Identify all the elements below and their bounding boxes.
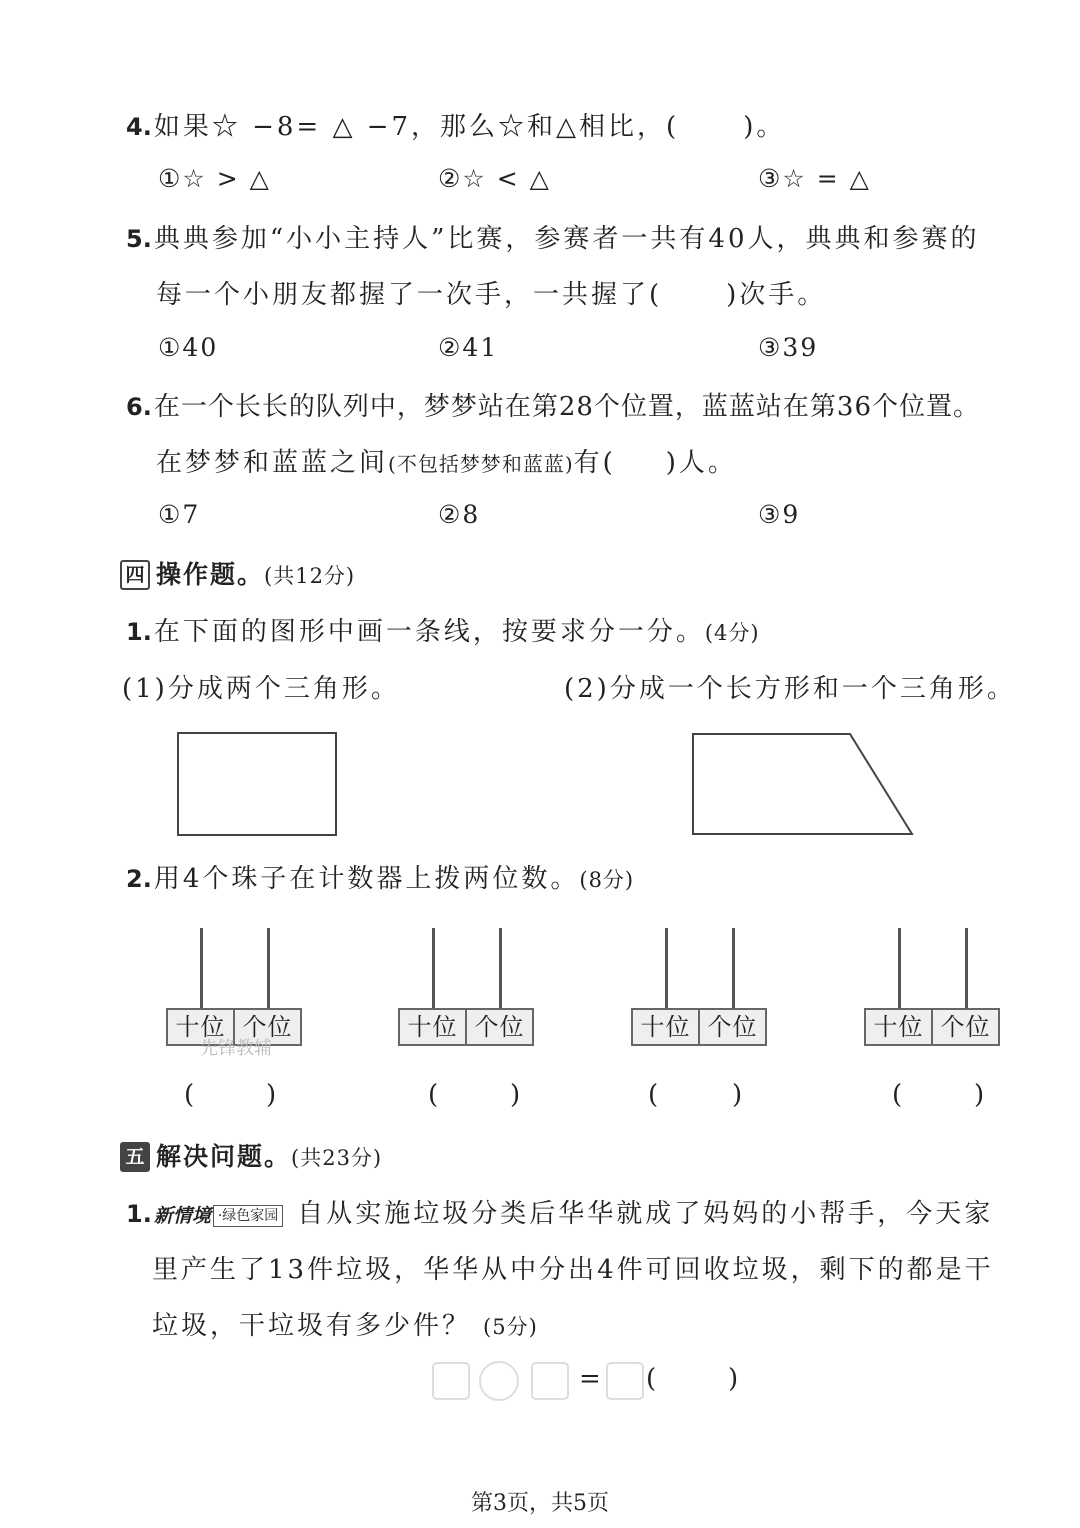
s5-p1-line-3 xyxy=(152,1305,538,1342)
section4-score: (共12分) xyxy=(264,564,356,588)
section4-header xyxy=(120,555,355,591)
s5-p1-number: 1. xyxy=(126,1200,152,1228)
counter-3-tens-rod[interactable] xyxy=(665,928,668,1010)
counter-3-tens-label: 十位 xyxy=(640,1013,691,1041)
counter-3-paren-close: ) xyxy=(732,1080,743,1110)
s4-p2-score: (8分) xyxy=(579,868,635,892)
s4-p1-number: 1. xyxy=(126,618,152,646)
counter-1-answer-blank[interactable] xyxy=(198,1080,264,1112)
q5-text-2a: 每一个小朋友都握了一次手，一共握了( xyxy=(156,280,663,310)
q4-line xyxy=(126,106,785,143)
s5-p1-line-2: 里产生了13件垃圾，华华从中分出4件可回收垃圾，剩下的都是干 xyxy=(152,1255,994,1285)
q4-number: 4. xyxy=(126,113,152,141)
counter-4-answer-blank[interactable] xyxy=(906,1080,972,1112)
s4-p2-line xyxy=(126,858,634,895)
q6-line-2 xyxy=(156,442,737,479)
counter-2-label-box xyxy=(398,1008,534,1046)
counter-2-ones-rod[interactable] xyxy=(499,928,502,1010)
s4-p2-number: 2. xyxy=(126,865,152,893)
counter-3-ones-label: 个位 xyxy=(698,1010,765,1044)
q4-text-end: )。 xyxy=(743,112,786,142)
counter-2-tens-label: 十位 xyxy=(407,1013,458,1041)
q4-option-3[interactable]: ③☆ = △ xyxy=(758,164,871,193)
counter-1-paren-open: ( xyxy=(184,1080,195,1110)
s4-p1-sub1: (1)分成两个三角形。 xyxy=(122,674,400,704)
q6-number: 6. xyxy=(126,393,152,421)
q6-option-2[interactable]: ②8 xyxy=(438,500,481,529)
q6-text-2c: )人。 xyxy=(665,448,737,478)
s4-p1-score: (4分) xyxy=(704,621,760,645)
q6-line-1 xyxy=(126,386,980,423)
q6-text-1: 在一个长长的队列中，梦梦站在第28个位置，蓝蓝站在第36个位置。 xyxy=(153,392,980,422)
counter-3-answer-blank[interactable] xyxy=(662,1080,730,1112)
counter-2[interactable] xyxy=(398,928,538,1058)
counter-2-paren-close: ) xyxy=(510,1080,521,1110)
s4-p1-line xyxy=(126,611,760,648)
q6-note: (不包括梦梦和蓝蓝) xyxy=(388,452,574,476)
rectangle-shape[interactable] xyxy=(176,731,342,841)
counter-1-tens-rod[interactable] xyxy=(200,928,203,1010)
s5-p1-text-1: 自从实施垃圾分类后华华就成了妈妈的小帮手，今天家 xyxy=(297,1199,994,1229)
counter-1-tens-label: 十位 xyxy=(175,1013,226,1041)
q4-option-2[interactable]: ②☆ < △ xyxy=(438,164,551,193)
q6-text-2b: 有( xyxy=(573,448,616,478)
section5-number-box: 五 xyxy=(120,1142,150,1172)
section5-header xyxy=(120,1137,382,1173)
q5-line-1 xyxy=(126,218,980,255)
equation-paren-close: ) xyxy=(728,1364,739,1394)
equation-box-2[interactable] xyxy=(531,1362,569,1400)
counter-1-ones-label: 个位 xyxy=(233,1010,300,1044)
equation-box-1[interactable] xyxy=(432,1362,470,1400)
new-context-badge: 新情境 xyxy=(153,1205,211,1227)
section5-title: 解决问题。 xyxy=(156,1142,292,1171)
counter-4-paren-open: ( xyxy=(892,1080,903,1110)
s5-p1-score: (5分) xyxy=(483,1315,538,1339)
counter-4-tens-rod[interactable] xyxy=(898,928,901,1010)
counter-2-tens-rod[interactable] xyxy=(432,928,435,1010)
q4-text: 如果☆ −8= △ −7，那么☆和△相比，( xyxy=(153,112,680,142)
q5-option-1[interactable]: ①40 xyxy=(158,333,219,362)
s4-p1-sub2: (2)分成一个长方形和一个三角形。 xyxy=(564,674,1016,704)
s4-p2-text: 用4个珠子在计数器上拨两位数。 xyxy=(153,864,580,894)
q5-number: 5. xyxy=(126,225,152,253)
counter-1-ones-rod[interactable] xyxy=(267,928,270,1010)
counter-3-ones-rod[interactable] xyxy=(732,928,735,1010)
equation-operator-circle[interactable] xyxy=(479,1361,519,1401)
section5-score: (共23分) xyxy=(291,1146,383,1170)
counter-3-label-box xyxy=(631,1008,767,1046)
q5-text-2b: )次手。 xyxy=(726,280,827,310)
counter-4-tens-label: 十位 xyxy=(873,1013,924,1041)
q5-option-2[interactable]: ②41 xyxy=(438,333,499,362)
watermark: 先锋教辅 xyxy=(200,1038,272,1059)
counter-4-label-box xyxy=(864,1008,1000,1046)
section4-title: 操作题。 xyxy=(156,560,265,589)
counter-1-paren-close: ) xyxy=(266,1080,277,1110)
equation-paren-open: ( xyxy=(646,1364,657,1394)
counter-3-paren-open: ( xyxy=(648,1080,659,1110)
equation-result-box[interactable] xyxy=(606,1362,644,1400)
counter-2-paren-open: ( xyxy=(428,1080,439,1110)
section4-number-box: 四 xyxy=(120,560,150,590)
q5-line-2 xyxy=(156,274,826,311)
equation-equals: = xyxy=(579,1364,601,1394)
q4-option-1[interactable]: ①☆ > △ xyxy=(158,164,271,193)
s4-p1-text: 在下面的图形中画一条线，按要求分一分。 xyxy=(153,617,705,647)
counter-4[interactable] xyxy=(864,928,1004,1058)
q6-text-2a: 在梦梦和蓝蓝之间 xyxy=(156,448,389,478)
counter-2-answer-blank[interactable] xyxy=(442,1080,508,1112)
green-home-tag: ·绿色家园 xyxy=(213,1205,283,1227)
page-footer: 第3页，共5页 xyxy=(471,1491,609,1516)
counter-4-ones-label: 个位 xyxy=(931,1010,998,1044)
trapezoid-shape[interactable] xyxy=(690,731,920,841)
counter-2-ones-label: 个位 xyxy=(465,1010,532,1044)
q6-option-1[interactable]: ①7 xyxy=(158,500,201,529)
s5-p1-text-3: 垃圾，干垃圾有多少件？ xyxy=(152,1311,472,1341)
counter-3[interactable] xyxy=(631,928,771,1058)
q5-text-1: 典典参加“小小主持人”比赛，参赛者一共有40人，典典和参赛的 xyxy=(153,224,980,254)
counter-4-ones-rod[interactable] xyxy=(965,928,968,1010)
equation-unit-blank[interactable] xyxy=(662,1362,726,1398)
q5-option-3[interactable]: ③39 xyxy=(758,333,819,362)
s5-p1-line-1 xyxy=(126,1193,993,1230)
counter-4-paren-close: ) xyxy=(974,1080,985,1110)
q6-option-3[interactable]: ③9 xyxy=(758,500,801,529)
